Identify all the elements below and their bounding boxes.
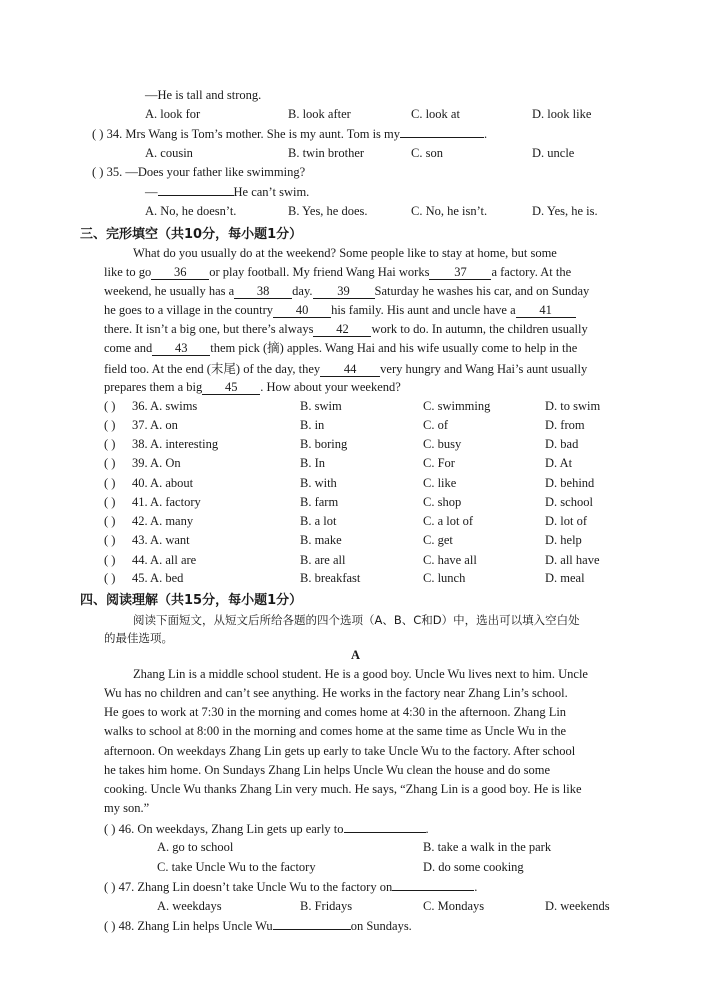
passage-line: cooking. Uncle Wu thanks Zhang Lin very much. He says, “Zhang Lin is a good boy. He is like [104, 782, 582, 796]
option-b[interactable]: B. boring [300, 437, 348, 451]
option-d[interactable]: D. At [545, 456, 573, 470]
answer-paren[interactable]: ( ) [104, 399, 116, 413]
cloze-blank-40[interactable]: 40 [273, 304, 331, 318]
q46-stem-line [104, 819, 429, 838]
option-a[interactable]: 42. A. many [132, 514, 194, 528]
answer-paren[interactable]: ( ) [104, 495, 116, 509]
question-45 [0, 569, 711, 588]
q33-option-c[interactable]: C. look at [411, 107, 460, 121]
q47-stem-line [104, 877, 477, 896]
q47-paren[interactable]: ( ) [104, 880, 116, 894]
q46-blank[interactable] [344, 819, 426, 833]
q33-option-a[interactable]: A. look for [145, 107, 201, 121]
question-43 [0, 531, 711, 550]
cloze-text: . How about your weekend? [260, 380, 401, 394]
passage-line: Wu has no children and can’t see anything. He works in the factory near Zhang Lin’s school. [104, 686, 568, 700]
q33-options [0, 105, 711, 124]
q34-blank[interactable] [400, 124, 484, 138]
q46-option-d[interactable]: D. do some cooking [423, 860, 524, 874]
question-36 [0, 397, 711, 416]
q46-end: . [425, 822, 429, 836]
option-d[interactable]: D. meal [545, 571, 585, 585]
q33-answer-line: —He is tall and strong. [145, 88, 262, 102]
cloze-text: very hungry and Wang Hai’s aunt usually [380, 362, 588, 376]
question-37 [0, 416, 711, 435]
q35-options [0, 202, 711, 221]
option-c[interactable]: C. busy [423, 437, 462, 451]
option-d[interactable]: D. school [545, 495, 593, 509]
section4-instruction-1: 阅读下面短文，从短文后所给各题的四个选项（A、B、C和D）中，选出可以填入空白处 [133, 613, 580, 627]
cloze-blank-45[interactable]: 45 [202, 381, 260, 395]
cloze-text: day. [292, 284, 313, 298]
q35-blank[interactable] [158, 182, 234, 196]
cloze-text: work to do. In autumn, the children usually [371, 322, 588, 336]
cloze-text: prepares them a big [104, 380, 203, 394]
option-b[interactable]: B. are all [300, 553, 346, 567]
passage-line: He goes to work at 7:30 in the morning and comes home at 4:30 in the afternoon. Zhang Lin [104, 705, 567, 719]
q48-after: on Sundays. [350, 919, 412, 933]
section4-instruction-2: 的最佳选项。 [104, 631, 173, 645]
passage-line: afternoon. On weekdays Zhang Lin gets up early to take Uncle Wu to the factory. After school [104, 744, 576, 758]
cloze-text: there. It isn’t a big one, but there’s always [104, 322, 314, 336]
option-d[interactable]: D. help [545, 533, 582, 547]
passage-label-a: A [350, 648, 361, 662]
question-40 [0, 474, 711, 493]
q35-answer-line [145, 182, 309, 201]
option-c[interactable]: C. of [423, 418, 448, 432]
option-d[interactable]: D. from [545, 418, 585, 432]
q48-paren[interactable]: ( ) [104, 919, 116, 933]
question-38 [0, 435, 711, 454]
option-a[interactable]: 45. A. bed [132, 571, 184, 585]
cloze-text: or play football. My friend Wang Hai works [209, 265, 430, 279]
option-d[interactable]: D. to swim [545, 399, 601, 413]
option-b[interactable]: B. a lot [300, 514, 337, 528]
answer-paren[interactable]: ( ) [104, 553, 116, 567]
cloze-blank-42[interactable]: 42 [313, 323, 371, 337]
option-c[interactable]: C. get [423, 533, 453, 547]
q48-blank[interactable] [273, 916, 351, 930]
option-b[interactable]: B. with [300, 476, 337, 490]
cloze-blank-39[interactable]: 39 [313, 285, 375, 299]
q35-after: He can’t swim. [233, 185, 310, 199]
answer-paren[interactable]: ( ) [104, 418, 116, 432]
q46-paren[interactable]: ( ) [104, 822, 116, 836]
option-c[interactable]: C. swimming [423, 399, 491, 413]
q34-option-a[interactable]: A. cousin [145, 146, 193, 160]
q34-option-c[interactable]: C. son [411, 146, 443, 160]
q35-option-a[interactable]: A. No, he doesn’t. [145, 204, 237, 218]
q47-option-c[interactable]: C. Mondays [423, 899, 485, 913]
q35-dash: — [145, 185, 158, 199]
answer-paren[interactable]: ( ) [104, 437, 116, 451]
cloze-text: Saturday he washes his car, and on Sunday [374, 284, 590, 298]
cloze-text: field too. At the end (末尾) of the day, they [104, 362, 321, 376]
q35-stem-line [92, 163, 305, 182]
q34-options [0, 144, 711, 163]
q34-paren[interactable]: ( ) [92, 127, 104, 141]
answer-paren[interactable]: ( ) [104, 476, 116, 490]
option-c[interactable]: C. shop [423, 495, 462, 509]
q34-end: . [484, 127, 488, 141]
q47-options [0, 897, 711, 916]
option-a[interactable]: 36. A. swims [132, 399, 198, 413]
cloze-text: his family. His aunt and uncle have a [331, 303, 516, 317]
option-b[interactable]: B. in [300, 418, 325, 432]
question-41 [0, 493, 711, 512]
cloze-line-1: What do you usually do at the weekend? Some people like to stay at home, but some [133, 246, 557, 260]
answer-paren[interactable]: ( ) [104, 514, 116, 528]
q35-option-d[interactable]: D. Yes, he is. [532, 204, 598, 218]
option-c[interactable]: C. For [423, 456, 455, 470]
q35-paren[interactable]: ( ) [92, 165, 104, 179]
q34-stem-line [92, 124, 487, 143]
cloze-line-4 [104, 301, 576, 320]
option-c[interactable]: C. have all [423, 553, 477, 567]
q47-stem: 47. Zhang Lin doesn’t take Uncle Wu to the factory on [118, 880, 393, 894]
q46-options-row-2 [0, 858, 711, 877]
cloze-blank-43[interactable]: 43 [152, 342, 210, 356]
option-b[interactable]: B. swim [300, 399, 342, 413]
option-b[interactable]: B. breakfast [300, 571, 361, 585]
cloze-blank-37[interactable]: 37 [429, 266, 491, 280]
passage-line: Zhang Lin is a middle school student. He is a good boy. Uncle Wu lives next to him. Uncle [133, 667, 588, 681]
cloze-blank-36[interactable]: 36 [151, 266, 209, 280]
cloze-blank-44[interactable]: 44 [320, 363, 380, 377]
question-44 [0, 551, 711, 570]
q46-option-c[interactable]: C. take Uncle Wu to the factory [157, 860, 316, 874]
q46-option-a[interactable]: A. go to school [157, 840, 234, 854]
question-39 [0, 454, 711, 473]
option-c[interactable]: C. lunch [423, 571, 466, 585]
passage-line: walks to school at 8:00 in the morning and comes home at the same time as Uncle Wu in the [104, 724, 567, 738]
cloze-text: a factory. At the [491, 265, 572, 279]
q34-stem: 34. Mrs Wang is Tom’s mother. She is my aunt. Tom is my [106, 127, 401, 141]
q46-stem: 46. On weekdays, Zhang Lin gets up early to [118, 822, 344, 836]
q33-option-d[interactable]: D. look like [532, 107, 592, 121]
question-42 [0, 512, 711, 531]
cloze-text: come and [104, 341, 153, 355]
option-b[interactable]: B. In [300, 456, 325, 470]
answer-paren[interactable]: ( ) [104, 533, 116, 547]
option-a[interactable]: 41. A. factory [132, 495, 201, 509]
option-a[interactable]: 37. A. on [132, 418, 178, 432]
cloze-line-8 [104, 378, 401, 397]
option-c[interactable]: C. like [423, 476, 457, 490]
cloze-text: them pick (摘) apples. Wang Hai and his wife usually come to help in the [210, 341, 578, 355]
q48-stem: 48. Zhang Lin helps Uncle Wu [118, 919, 273, 933]
cloze-line-6 [104, 339, 577, 358]
q35-option-c[interactable]: C. No, he isn’t. [411, 204, 488, 218]
q47-option-b[interactable]: B. Fridays [300, 899, 353, 913]
option-a[interactable]: 40. A. about [132, 476, 194, 490]
q34-option-b[interactable]: B. twin brother [288, 146, 365, 160]
cloze-line-7 [104, 360, 587, 379]
option-a[interactable]: 39. A. On [132, 456, 181, 470]
answer-paren[interactable]: ( ) [104, 456, 116, 470]
q35-stem: 35. —Does your father like swimming? [106, 165, 306, 179]
option-d[interactable]: D. all have [545, 553, 600, 567]
passage-line: my son.” [104, 801, 150, 815]
cloze-line-2 [104, 263, 571, 282]
cloze-text: he goes to a village in the country [104, 303, 274, 317]
option-c[interactable]: C. a lot of [423, 514, 473, 528]
section4-heading: 四、阅读理解（共15分，每小题1分） [80, 593, 303, 608]
section3-heading: 三、完形填空（共10分，每小题1分） [80, 227, 303, 242]
q47-end: . [474, 880, 478, 894]
option-d[interactable]: D. lot of [545, 514, 588, 528]
cloze-line-5 [104, 320, 588, 339]
q34-option-d[interactable]: D. uncle [532, 146, 575, 160]
q35-option-b[interactable]: B. Yes, he does. [288, 204, 368, 218]
cloze-text: weekend, he usually has a [104, 284, 235, 298]
option-a[interactable]: 43. A. want [132, 533, 190, 547]
option-b[interactable]: B. farm [300, 495, 339, 509]
q47-option-d[interactable]: D. weekends [545, 899, 610, 913]
option-d[interactable]: D. bad [545, 437, 579, 451]
option-d[interactable]: D. behind [545, 476, 595, 490]
option-a[interactable]: 44. A. all are [132, 553, 197, 567]
q47-blank[interactable] [392, 877, 474, 891]
q46-options-row-1 [0, 838, 711, 857]
option-b[interactable]: B. make [300, 533, 342, 547]
q47-option-a[interactable]: A. weekdays [157, 899, 222, 913]
option-a[interactable]: 38. A. interesting [132, 437, 219, 451]
cloze-text: like to go [104, 265, 152, 279]
cloze-line-3 [104, 282, 589, 301]
answer-paren[interactable]: ( ) [104, 571, 116, 585]
q46-option-b[interactable]: B. take a walk in the park [423, 840, 552, 854]
cloze-blank-41[interactable]: 41 [516, 304, 576, 318]
q48-stem-line [104, 916, 412, 935]
passage-line: he takes him home. On Sundays Zhang Lin helps Uncle Wu clean the house and do some [104, 763, 551, 777]
q33-option-b[interactable]: B. look after [288, 107, 351, 121]
cloze-blank-38[interactable]: 38 [234, 285, 292, 299]
